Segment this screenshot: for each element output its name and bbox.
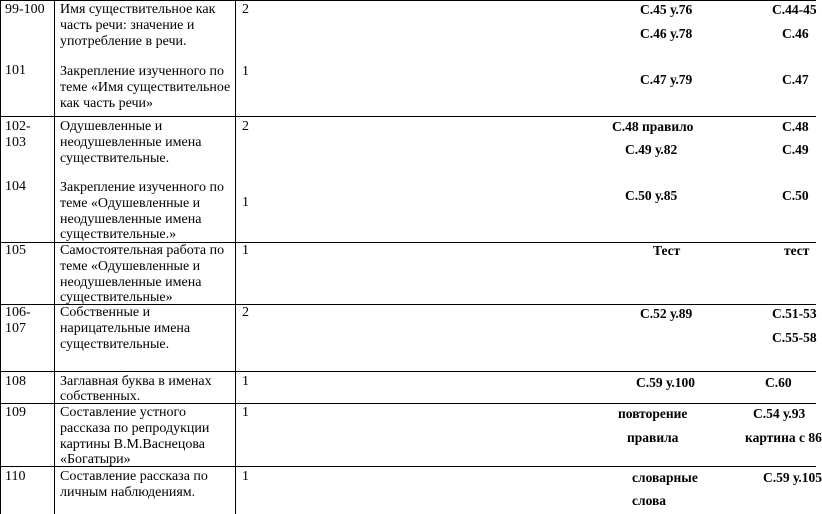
hours-value: 2 (242, 305, 249, 320)
topic-line: употребление в речи. (60, 34, 187, 49)
table-border-top (0, 0, 816, 1)
topic-line: «Богатыри» (60, 452, 131, 467)
homework-text: С.52 у.89 (640, 306, 693, 321)
homework-text: словарные (632, 470, 698, 485)
hours-value: 1 (242, 195, 249, 210)
topic-line: неодушевленные имена (60, 135, 202, 150)
topic-line: картины В.М.Васнецова (60, 437, 206, 452)
reference-text: тест (784, 243, 810, 258)
lesson-number: 106- (5, 305, 31, 320)
topic-line: собственных. (60, 389, 141, 404)
hours-value: 2 (242, 2, 249, 17)
homework-text: С.48 правило (612, 119, 694, 134)
topic-line: существительные» (60, 290, 173, 305)
topic-line: теме «Одушевленные и (60, 196, 201, 211)
hours-value: 1 (242, 405, 249, 420)
homework-text: повторение (618, 406, 688, 421)
topic-line: Составление рассказа по (60, 469, 208, 484)
topic-line: Заглавная буква в именах (60, 374, 212, 389)
row-divider (0, 116, 816, 117)
reference-text: С.50 (782, 188, 809, 203)
lesson-number: 108 (5, 374, 26, 389)
homework-text: С.50 у.85 (625, 188, 678, 203)
homework-text: С.59 у.100 (636, 375, 696, 390)
reference-text: С.48 (782, 119, 809, 134)
topic-line: как часть речи» (60, 96, 153, 111)
homework-text: С.46 у.78 (640, 26, 693, 41)
lesson-number: 101 (5, 63, 26, 78)
topic-line: Одушевленные и (60, 119, 163, 134)
hours-value: 1 (242, 469, 249, 484)
reference-text: С.60 (765, 375, 792, 390)
topic-line: часть речи: значение и (60, 18, 195, 33)
topic-line: существительные. (60, 151, 170, 166)
homework-text: С.45 у.76 (640, 2, 693, 17)
hours-value: 1 (242, 243, 249, 258)
homework-text: Тест (653, 243, 681, 258)
topic-line: Имя существительное как (60, 2, 216, 17)
reference-text: картина с 86 (745, 430, 822, 445)
topic-line: Закрепление изученного по (60, 180, 224, 195)
hours-value: 1 (242, 374, 249, 389)
lesson-number: 102- (5, 119, 31, 134)
column-divider (0, 0, 1, 514)
homework-text: С.47 у.79 (640, 72, 693, 87)
reference-text: С.59 у.105 (763, 470, 822, 485)
reference-text: С.49 (782, 142, 809, 157)
hours-value: 1 (242, 64, 249, 79)
topic-line: теме «Одушевленные и (60, 259, 201, 274)
lesson-number: 110 (5, 469, 26, 484)
homework-text: слова (632, 493, 667, 508)
topic-line: Собственные и (60, 305, 151, 320)
topic-line: теме «Имя существительное (60, 80, 231, 95)
topic-line: Составление устного (60, 405, 186, 420)
topic-line: личным наблюдениям. (60, 485, 196, 500)
lesson-number: 107 (5, 321, 26, 336)
lesson-number: 105 (5, 243, 26, 258)
lesson-number: 99-100 (5, 2, 45, 17)
homework-text: правила (627, 430, 679, 445)
topic-line: Самостоятельная работа по (60, 243, 225, 258)
homework-text: С.49 у.82 (625, 142, 678, 157)
hours-value: 2 (242, 119, 249, 134)
reference-text: С.46 (782, 26, 809, 41)
topic-line: рассказа по репродукции (60, 421, 210, 436)
column-divider (54, 0, 55, 514)
row-divider (0, 371, 816, 372)
reference-text: С.51-53 (772, 306, 817, 321)
lesson-number: 109 (5, 405, 26, 420)
reference-text: С.44-45 (772, 2, 817, 17)
topic-line: Закрепление изученного по (60, 64, 224, 79)
reference-text: С.55-58 (772, 330, 817, 345)
topic-line: существительные. (60, 337, 170, 352)
lesson-number: 103 (5, 135, 26, 150)
topic-line: неодушевленные имена (60, 275, 202, 290)
column-divider (235, 0, 236, 514)
topic-line: неодушевленные имена (60, 212, 202, 227)
reference-text: С.54 у.93 (753, 406, 806, 421)
reference-text: С.47 (782, 72, 809, 87)
topic-line: нарицательные имена (60, 321, 191, 336)
topic-line: существительные.» (60, 227, 177, 242)
lesson-number: 104 (5, 179, 26, 194)
